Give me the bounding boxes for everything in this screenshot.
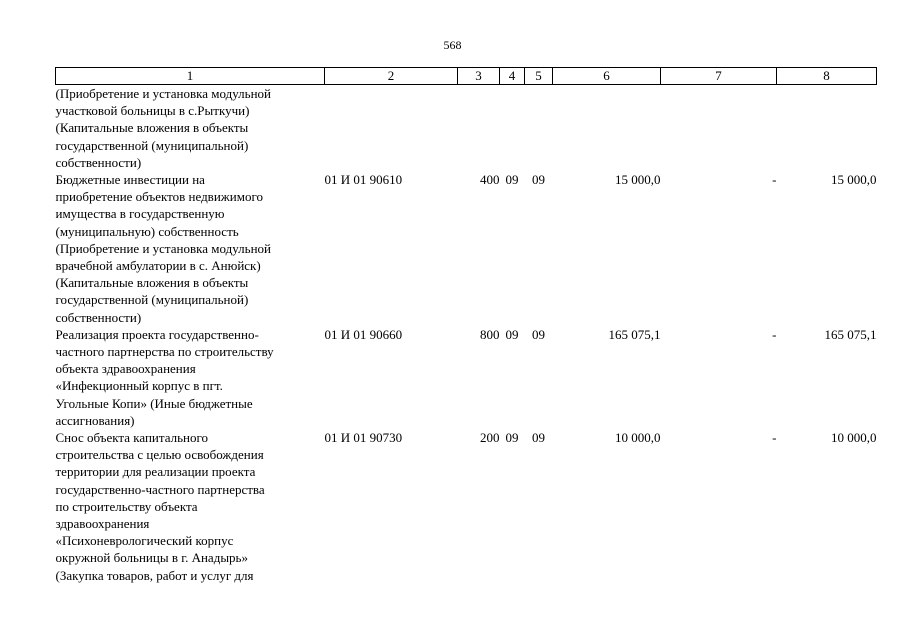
row-section (500, 85, 525, 172)
row-section: 09 (505, 172, 519, 188)
column-header-6: 6 (553, 68, 661, 85)
row-amount-7: - (772, 172, 777, 188)
row-description: Реализация проекта государственно- частного партнерства по строительству объекта здравоохранения «Инфекционный корпус в пгт. Угольные Копи» (Иные бюджетные ассигнования) (55, 326, 274, 428)
row-subsection: 09 (532, 172, 545, 188)
row-subsection: 09 (532, 326, 545, 342)
row-code (325, 85, 458, 172)
row-amount-6 (553, 85, 661, 172)
row-code: 01 И 01 90660 (324, 326, 403, 342)
column-header-3: 3 (458, 68, 500, 85)
row-description: (Приобретение и установка модульной участковой больницы в с.Рыткучи) (Капитальные вложения в объекты государственной (муниципальной) собственности) (55, 86, 271, 170)
row-code: 01 И 01 90610 (324, 172, 403, 188)
row-kvr: 400 (480, 172, 500, 188)
table-row (56, 171, 877, 326)
column-header-7: 7 (661, 68, 777, 85)
row-kvr: 800 (480, 326, 500, 342)
row-amount-8: 15 000,0 (831, 172, 877, 188)
column-header-5: 5 (525, 68, 553, 85)
column-header-2: 2 (325, 68, 458, 85)
row-amount-7 (661, 85, 777, 172)
row-amount-7: - (772, 430, 777, 446)
row-amount-7: - (772, 326, 777, 342)
row-kvr: 200 (480, 430, 500, 446)
table-row (56, 429, 877, 584)
row-amount-6: 15 000,0 (615, 172, 661, 188)
table-row (56, 326, 877, 429)
column-header-8: 8 (777, 68, 877, 85)
table-row (56, 85, 877, 172)
table-header-row (56, 68, 877, 85)
column-header-1: 1 (56, 68, 325, 85)
row-code: 01 И 01 90730 (324, 430, 403, 446)
row-subsection: 09 (532, 430, 545, 446)
row-kvr (458, 85, 500, 172)
row-amount-8: 10 000,0 (831, 430, 877, 446)
row-amount-8: 165 075,1 (824, 326, 877, 342)
row-amount-8 (777, 85, 877, 172)
row-section: 09 (505, 430, 519, 446)
budget-table (55, 67, 877, 584)
row-subsection (525, 85, 553, 172)
row-amount-6: 165 075,1 (608, 326, 661, 342)
row-section: 09 (505, 326, 519, 342)
row-amount-6: 10 000,0 (615, 430, 661, 446)
row-description: Бюджетные инвестиции на приобретение объектов недвижимого имущества в государственную (муниципальную) собственность (Приобретение и установка модульной врачебной амбулатории в с. Анюйск) (Капитальные вложения в объекты государственной (муниципальной) собственности) (55, 172, 271, 325)
page-number: 568 (443, 38, 462, 52)
column-header-4: 4 (500, 68, 525, 85)
row-description: Снос объекта капитального строительства с целью освобождения территории для реализации проекта государственно-частного партнерства по строительству объекта здравоохранения «Психоневрологический корпус окружной больницы в г. Анадырь» (Закупка товаров, работ и услуг для (55, 430, 265, 583)
